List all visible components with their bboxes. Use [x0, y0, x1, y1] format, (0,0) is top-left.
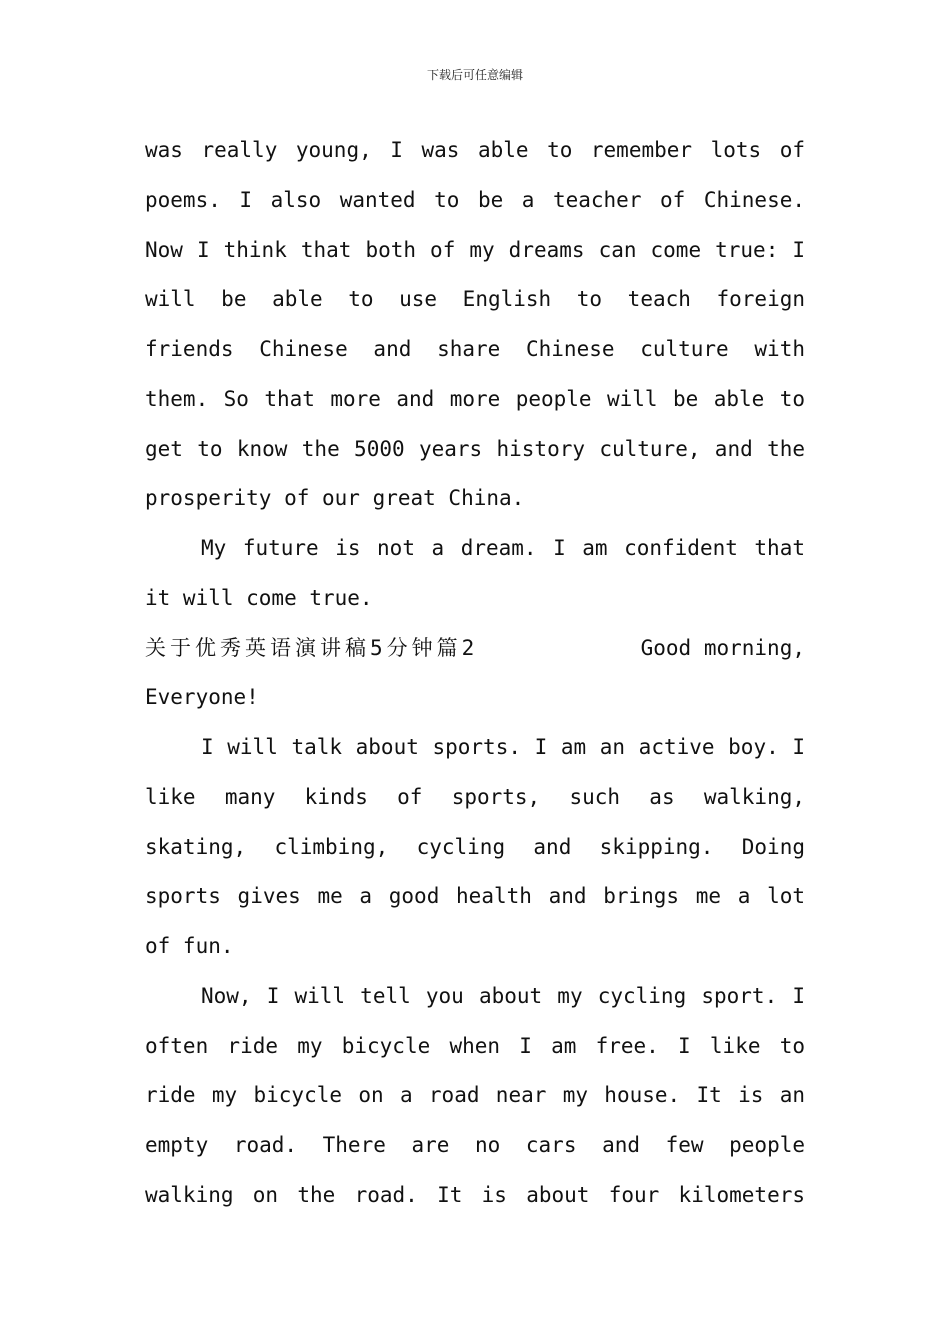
text-line: Everyone! — [145, 685, 259, 710]
text-line: ride my bicycle on a road near my house. It is an — [145, 1083, 805, 1108]
text-line: get to know the 5000 years history culture, and the — [145, 436, 805, 461]
text-line: them. So that more and more people will be able to — [145, 386, 805, 411]
text-line: friends Chinese and share Chinese culture with — [145, 337, 805, 361]
greeting-text: Good morning, — [640, 635, 805, 660]
text-line: like many kinds of sports, such as walking, — [145, 784, 805, 809]
text-line: sports gives me a good health and brings me a lot — [145, 884, 805, 909]
paragraph-first-line: I will talk about sports. I am an active boy. I — [201, 735, 805, 759]
text-line: poems. I also wanted to be a teacher of Chinese. — [145, 187, 805, 212]
text-line: was really young, I was able to remember lots of — [145, 138, 805, 162]
text-line: it will come true. — [145, 585, 373, 610]
text-line: often ride my bicycle when I am free. I like to — [145, 1033, 805, 1058]
text-line: skating, climbing, cycling and skipping. Doing — [145, 834, 805, 859]
paragraph-first-line: My future is not a dream. I am confident that — [201, 536, 805, 560]
section-heading-row — [145, 624, 805, 674]
page-header-note: 下载后可任意编辑 — [426, 68, 523, 82]
text-line: empty road. There are no cars and few people — [145, 1133, 805, 1157]
text-line: Now I think that both of my dreams can come true: I — [145, 237, 805, 262]
text-line: will be able to use English to teach foreign — [145, 287, 805, 312]
document-body — [145, 126, 805, 1221]
section-heading: 关于优秀英语演讲稿5分钟篇2 — [145, 635, 479, 660]
text-line: walking on the road. It is about four kilometers — [145, 1182, 805, 1207]
text-line: prosperity of our great China. — [145, 486, 525, 511]
paragraph-first-line: Now, I will tell you about my cycling sport. I — [201, 983, 805, 1008]
text-line: of fun. — [145, 934, 234, 958]
